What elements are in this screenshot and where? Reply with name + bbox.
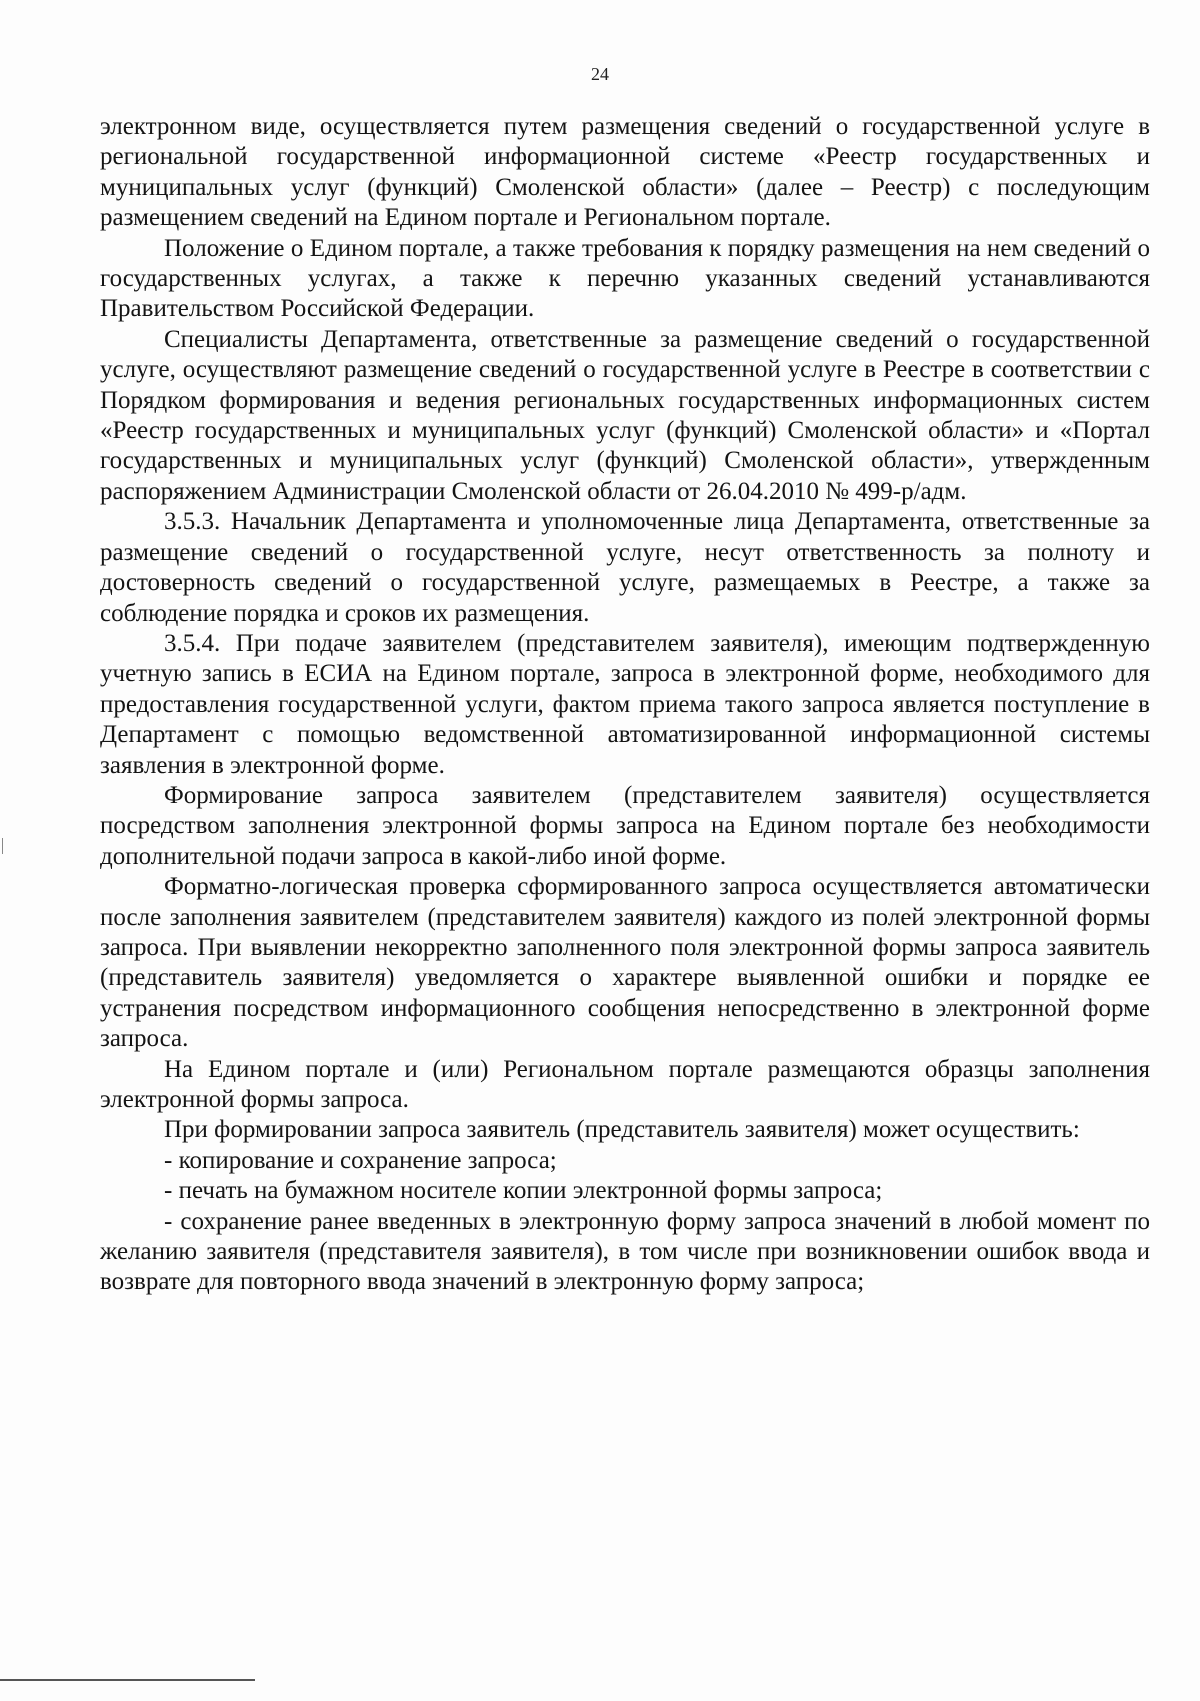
paragraph: Положение о Едином портале, а также требования к порядку размещения на нем сведений о государственных услугах, а также к перечню указанных сведений устанавливаются Правительством Российской Федерации. <box>100 234 1150 323</box>
paragraph: Формирование запроса заявителем (представителем заявителя) осуществляется посредством заполнения электронной формы запроса на Едином портале без необходимости дополнительной подачи запроса в какой-либо иной форме. <box>100 781 1150 870</box>
paragraph: При формировании запроса заявитель (представитель заявителя) может осуществить: <box>164 1116 1080 1144</box>
paragraph: Специалисты Департамента, ответственные за размещение сведений о государственной услуге, осуществляют размещение сведений о государственной услуге в Реестре в соответствии с Порядком формирования и ведения региональных государственных информационных систем «Реестр государственных и муниципальных услуг (функций) Смоленской области» и «Портал государственных и муниципальных услуг (функций) Смоленской области», утвержденным распоряжением Администрации Смоленской области от 26.04.2010 № 499-р/адм. <box>100 325 1150 505</box>
list-item: - сохранение ранее введенных в электронную форму запроса значений в любой момент по желанию заявителя (представителя заявителя), в том числе при возникновении ошибок ввода и возврате для повторного ввода значений в электронную форму запроса; <box>100 1207 1150 1296</box>
list-item: - печать на бумажном носителе копии электронной формы запроса; <box>164 1177 883 1205</box>
page-number: 24 <box>591 64 609 84</box>
paragraph: На Едином портале и (или) Региональном портале размещаются образцы заполнения электронной формы запроса. <box>100 1055 1150 1113</box>
scan-edge-mark <box>2 838 3 854</box>
document-body <box>100 112 1150 1298</box>
paragraph-3-5-4: 3.5.4. При подаче заявителем (представителем заявителя), имеющим подтвержденную учетную запись в ЕСИА на Едином портале, запроса в электронной форме, необходимого для предоставления государственной услуги, фактом приема такого запроса является поступление в Департамент с помощью ведомственной автоматизированной информационной системы заявления в электронной форме. <box>100 629 1150 779</box>
paragraph: Форматно-логическая проверка сформированного запроса осуществляется автоматически после заполнения заявителем (представителем заявителя) каждого из полей электронной формы запроса. При выявлении некорректно заполненного поля электронной формы запроса заявитель (представитель заявителя) уведомляется о характере выявленной ошибки и порядке ее устранения посредством информационного сообщения непосредственно в электронной форме запроса. <box>100 873 1150 1053</box>
paragraph-continuation: электронном виде, осуществляется путем размещения сведений о государственной услуге в региональной государственной информационной системе «Реестр государственных и муниципальных услуг (функций) Смоленской области» (далее – Реестр) с последующим размещением сведений на Едином портале и Региональном портале. <box>100 113 1150 232</box>
list-item: - копирование и сохранение запроса; <box>164 1146 557 1174</box>
footer-rule <box>0 1679 255 1681</box>
paragraph-3-5-3: 3.5.3. Начальник Департамента и уполномоченные лица Департамента, ответственные за размещение сведений о государственной услуге, несут ответственность за полноту и достоверность сведений о государственной услуге, размещаемых в Реестре, а также за соблюдение порядка и сроков их размещения. <box>100 508 1150 627</box>
